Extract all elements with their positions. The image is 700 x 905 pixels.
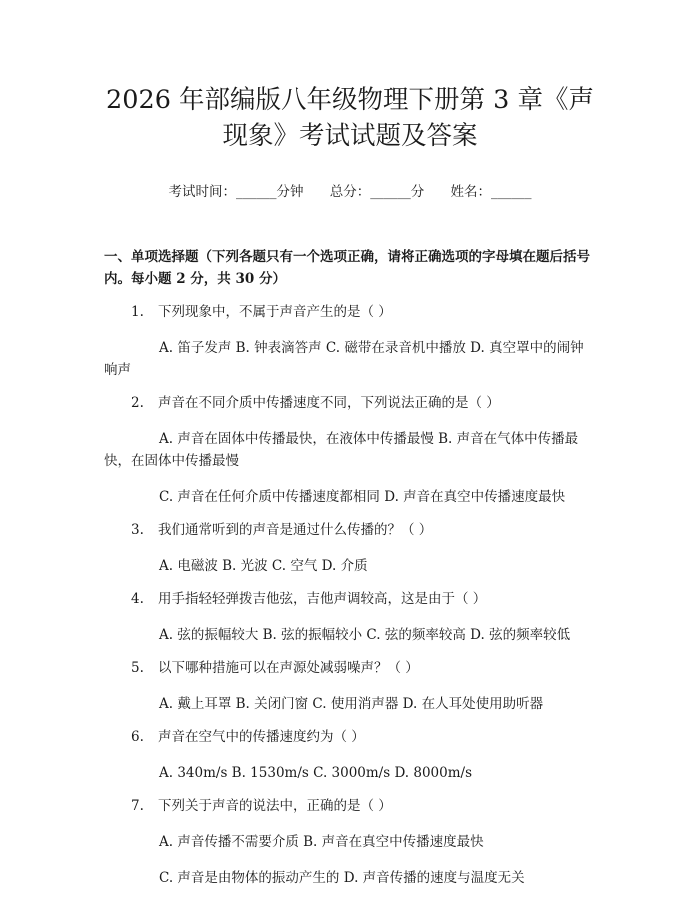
section-heading: 一、单项选择题（下列各题只有一个选项正确，请将正确选项的字母填在题后括号内。每小题 2 分，共 30 分） xyxy=(104,249,590,287)
question-options: A. 笛子发声 B. 钟表滴答声 C. 磁带在录音机中播放 D. 真空罩中的闹钟响声 xyxy=(104,340,584,378)
question-text: 以下哪种措施可以在声源处减弱噪声？（ ） xyxy=(158,660,419,676)
question-list xyxy=(104,301,596,889)
question-text: 声音在不同介质中传播速度不同，下列说法正确的是（ ） xyxy=(158,395,500,411)
exam-meta xyxy=(104,182,596,202)
question-stem xyxy=(104,519,596,541)
question-stem xyxy=(104,301,596,323)
question-text: 用手指轻轻弹拨吉他弦，吉他声调较高，这是由于（ ） xyxy=(158,591,487,607)
question-number: 6. xyxy=(131,729,144,745)
question-stem xyxy=(104,795,596,817)
question-options: A. 340m/s B. 1530m/s C. 3000m/s D. 8000m/s xyxy=(159,765,473,781)
exam-score: 总分：______分 xyxy=(329,184,425,200)
question-text: 下列关于声音的说法中，正确的是（ ） xyxy=(158,798,392,814)
question-options: A. 声音传播不需要介质 B. 声音在真空中传播速度最快 xyxy=(159,834,484,850)
question-options: A. 声音在固体中传播最快，在液体中传播最慢 B. 声音在气体中传播最快，在固体中传播最慢 xyxy=(104,431,579,469)
question-number: 4. xyxy=(131,591,144,607)
question-options: C. 声音在任何介质中传播速度都相同 D. 声音在真空中传播速度最快 xyxy=(159,489,566,505)
question-number: 1. xyxy=(131,304,144,320)
question-stem xyxy=(104,392,596,414)
exam-name: 姓名：______ xyxy=(450,184,532,200)
question-text: 我们通常听到的声音是通过什么传播的？（ ） xyxy=(158,522,433,538)
exam-time: 考试时间：______分钟 xyxy=(168,184,304,200)
question-stem xyxy=(104,657,596,679)
question-options: A. 弦的振幅较大 B. 弦的振幅较小 C. 弦的频率较高 D. 弦的频率较低 xyxy=(159,627,571,643)
question-stem xyxy=(104,588,596,610)
page-title: 2026 年部编版八年级物理下册第 3 章《声现象》考试试题及答案 xyxy=(106,85,594,151)
question-number: 5. xyxy=(131,660,144,676)
question-number: 7. xyxy=(131,798,144,814)
question-number: 2. xyxy=(131,395,144,411)
question-options: C. 声音是由物体的振动产生的 D. 声音传播的速度与温度无关 xyxy=(159,870,525,886)
question-number: 3. xyxy=(131,522,144,538)
question-options: A. 电磁波 B. 光波 C. 空气 D. 介质 xyxy=(159,558,368,574)
question-text: 声音在空气中的传播速度约为（ ） xyxy=(158,729,365,745)
question-text: 下列现象中，不属于声音产生的是（ ） xyxy=(158,304,392,320)
question-options: A. 戴上耳罩 B. 关闭门窗 C. 使用消声器 D. 在人耳处使用助听器 xyxy=(159,696,544,712)
question-stem xyxy=(104,726,596,748)
